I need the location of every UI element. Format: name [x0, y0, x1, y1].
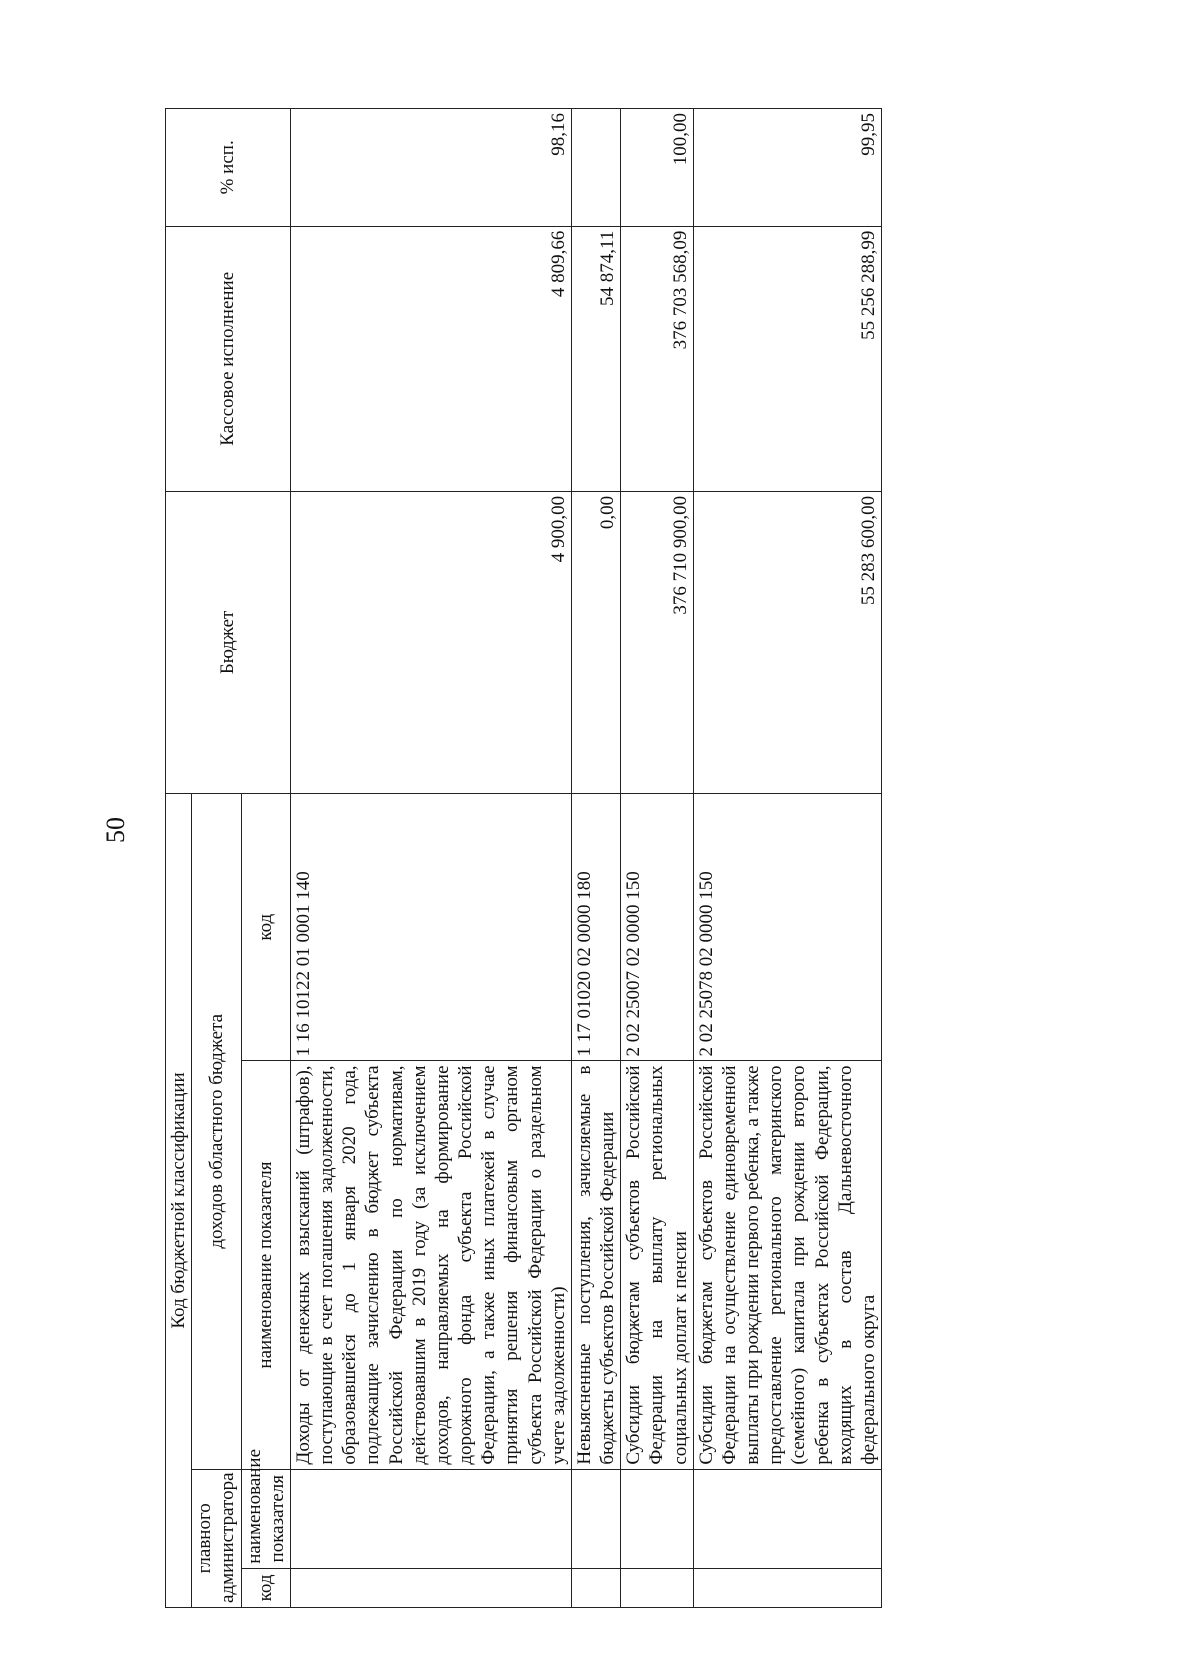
income-code-cell: 1 17 01020 02 0000 180	[571, 793, 620, 1061]
budget-cell: 376 710 900,00	[621, 491, 694, 793]
table-row	[571, 109, 620, 1608]
percent-cell: 99,95	[693, 109, 881, 227]
income-name-cell: Невыясненные поступления, зачисляемые в бюджеты субъектов Российской Федерации	[571, 1061, 620, 1469]
admin-name-cell	[621, 1469, 694, 1568]
header-percent: % исп.	[166, 109, 291, 227]
header-income: доходов областного бюджета	[192, 793, 241, 1469]
admin-name-cell	[571, 1469, 620, 1568]
admin-code-cell	[571, 1568, 620, 1607]
percent-cell: 100,00	[621, 109, 694, 227]
admin-code-cell	[290, 1568, 571, 1607]
cash-cell: 4 809,66	[290, 226, 571, 491]
table-row	[693, 109, 881, 1608]
table-row	[621, 109, 694, 1608]
admin-code-cell	[693, 1568, 881, 1607]
budget-cell: 55 283 600,00	[693, 491, 881, 793]
header-budget: Бюджет	[166, 491, 291, 793]
percent-cell: 98,16	[290, 109, 571, 227]
page-number: 50	[101, 817, 130, 843]
income-code-cell: 1 16 10122 01 0001 140	[290, 793, 571, 1061]
header-classification: Код бюджетной классификации	[166, 793, 192, 1607]
header-cash: Кассовое исполнение	[166, 226, 291, 491]
table-row	[290, 109, 571, 1608]
income-code-cell: 2 02 25007 02 0000 150	[621, 793, 694, 1061]
header-income-code: код	[241, 793, 290, 1061]
percent-cell	[571, 109, 620, 227]
cash-cell: 55 256 288,99	[693, 226, 881, 491]
income-name-cell: Субсидии бюджетам субъектов Российской Федерации на выплату региональных социальных доплат к пенсии	[621, 1061, 694, 1469]
cash-cell: 54 874,11	[571, 226, 620, 491]
admin-name-cell	[290, 1469, 571, 1568]
income-name-cell: Субсидии бюджетам субъектов Российской Федерации на осуществление единовременной выплаты при рождении первого ребенка, а также предоставление регионального материнского (семейного) капитала при рождении второго ребенка в субъектах Российской Федерации, входящих в состав Дальневосточного федерального округа	[693, 1061, 881, 1469]
cash-cell: 376 703 568,09	[621, 226, 694, 491]
header-admin-code: код	[241, 1568, 290, 1607]
admin-name-cell	[693, 1469, 881, 1568]
header-income-name: наименование показателя	[241, 1061, 290, 1469]
header-admin-name: наименование показателя	[241, 1469, 290, 1568]
income-name-cell: Доходы от денежных взысканий (штрафов), поступающие в счет погашения задолженности, образовавшейся до 1 января 2020 года, подлежащие зачислению в бюджет субъекта Российской Федерации по нормативам, действовавшим в 2019 году (за исключением доходов, направляемых на формирование дорожного фонда субъекта Российской Федерации, а также иных платежей в случае принятия решения финансовым органом субъекта Российской Федерации о раздельном учете задолженности)	[290, 1061, 571, 1469]
budget-cell: 0,00	[571, 491, 620, 793]
header-admin: главного администратора	[192, 1469, 241, 1607]
rotated-budget-table	[165, 108, 1065, 1608]
admin-code-cell	[621, 1568, 694, 1607]
budget-cell: 4 900,00	[290, 491, 571, 793]
income-code-cell: 2 02 25078 02 0000 150	[693, 793, 881, 1061]
budget-table	[165, 108, 882, 1608]
